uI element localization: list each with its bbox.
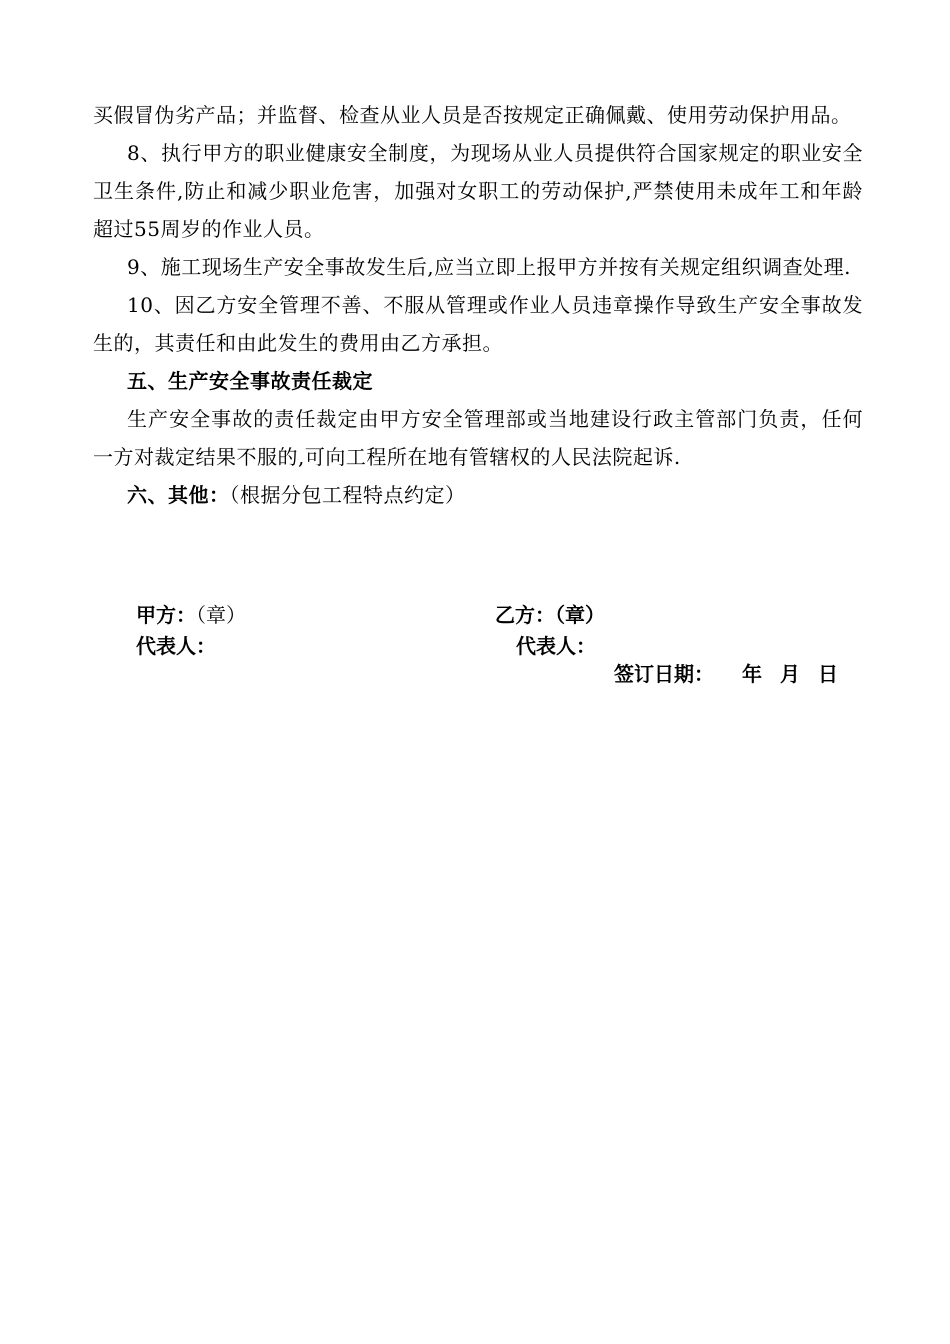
section-5-heading: 五、生产安全事故责任裁定 [127,369,373,393]
party-b-signature [495,601,605,629]
date-month: 月 [780,662,800,686]
party-b-representative [516,632,596,660]
party-b-seal: （章） [555,603,605,627]
paragraph-item-10: 10、因乙方安全管理不善、不服从管理或作业人员违章操作导致生产安全事故发生的，其责任和由此发生的费用由乙方承担。 [93,293,863,355]
party-a-representative [136,632,216,660]
party-a-signature [136,601,246,629]
rep-b-label: 代表人： [516,634,596,658]
section-6-title: 六、其他： [127,483,230,507]
party-b-label: 乙方： [495,603,555,627]
party-a-label: 甲方： [136,603,196,627]
paragraph-continuation: 买假冒伪劣产品；并监督、检查从业人员是否按规定正确佩戴、使用劳动保护用品。 [93,103,852,127]
paragraph-item-9: 9、施工现场生产安全事故发生后,应当立即上报甲方并按有关规定组织调查处理. [127,255,851,279]
paragraph-item-8: 8、执行甲方的职业健康安全制度，为现场从业人员提供符合国家规定的职业安全卫生条件,防止和减少职业危害，加强对女职工的劳动保护,严禁使用未成年工和年龄超过55周岁的作业人员。 [93,141,863,241]
section-6-note: （根据分包工程特点约定） [229,483,466,507]
date-label: 签订日期： [614,662,714,686]
date-day: 日 [818,662,838,686]
party-a-seal: （章） [196,603,246,627]
rep-a-label: 代表人： [136,634,216,658]
section-5-body: 生产安全事故的责任裁定由甲方安全管理部或当地建设行政主管部门负责，任何一方对裁定结果不服的,可向工程所在地有管辖权的人民法院起诉. [93,407,863,469]
document-body [93,96,863,514]
signing-date [614,660,838,688]
date-year: 年 [742,662,762,686]
section-6-heading [93,476,863,514]
